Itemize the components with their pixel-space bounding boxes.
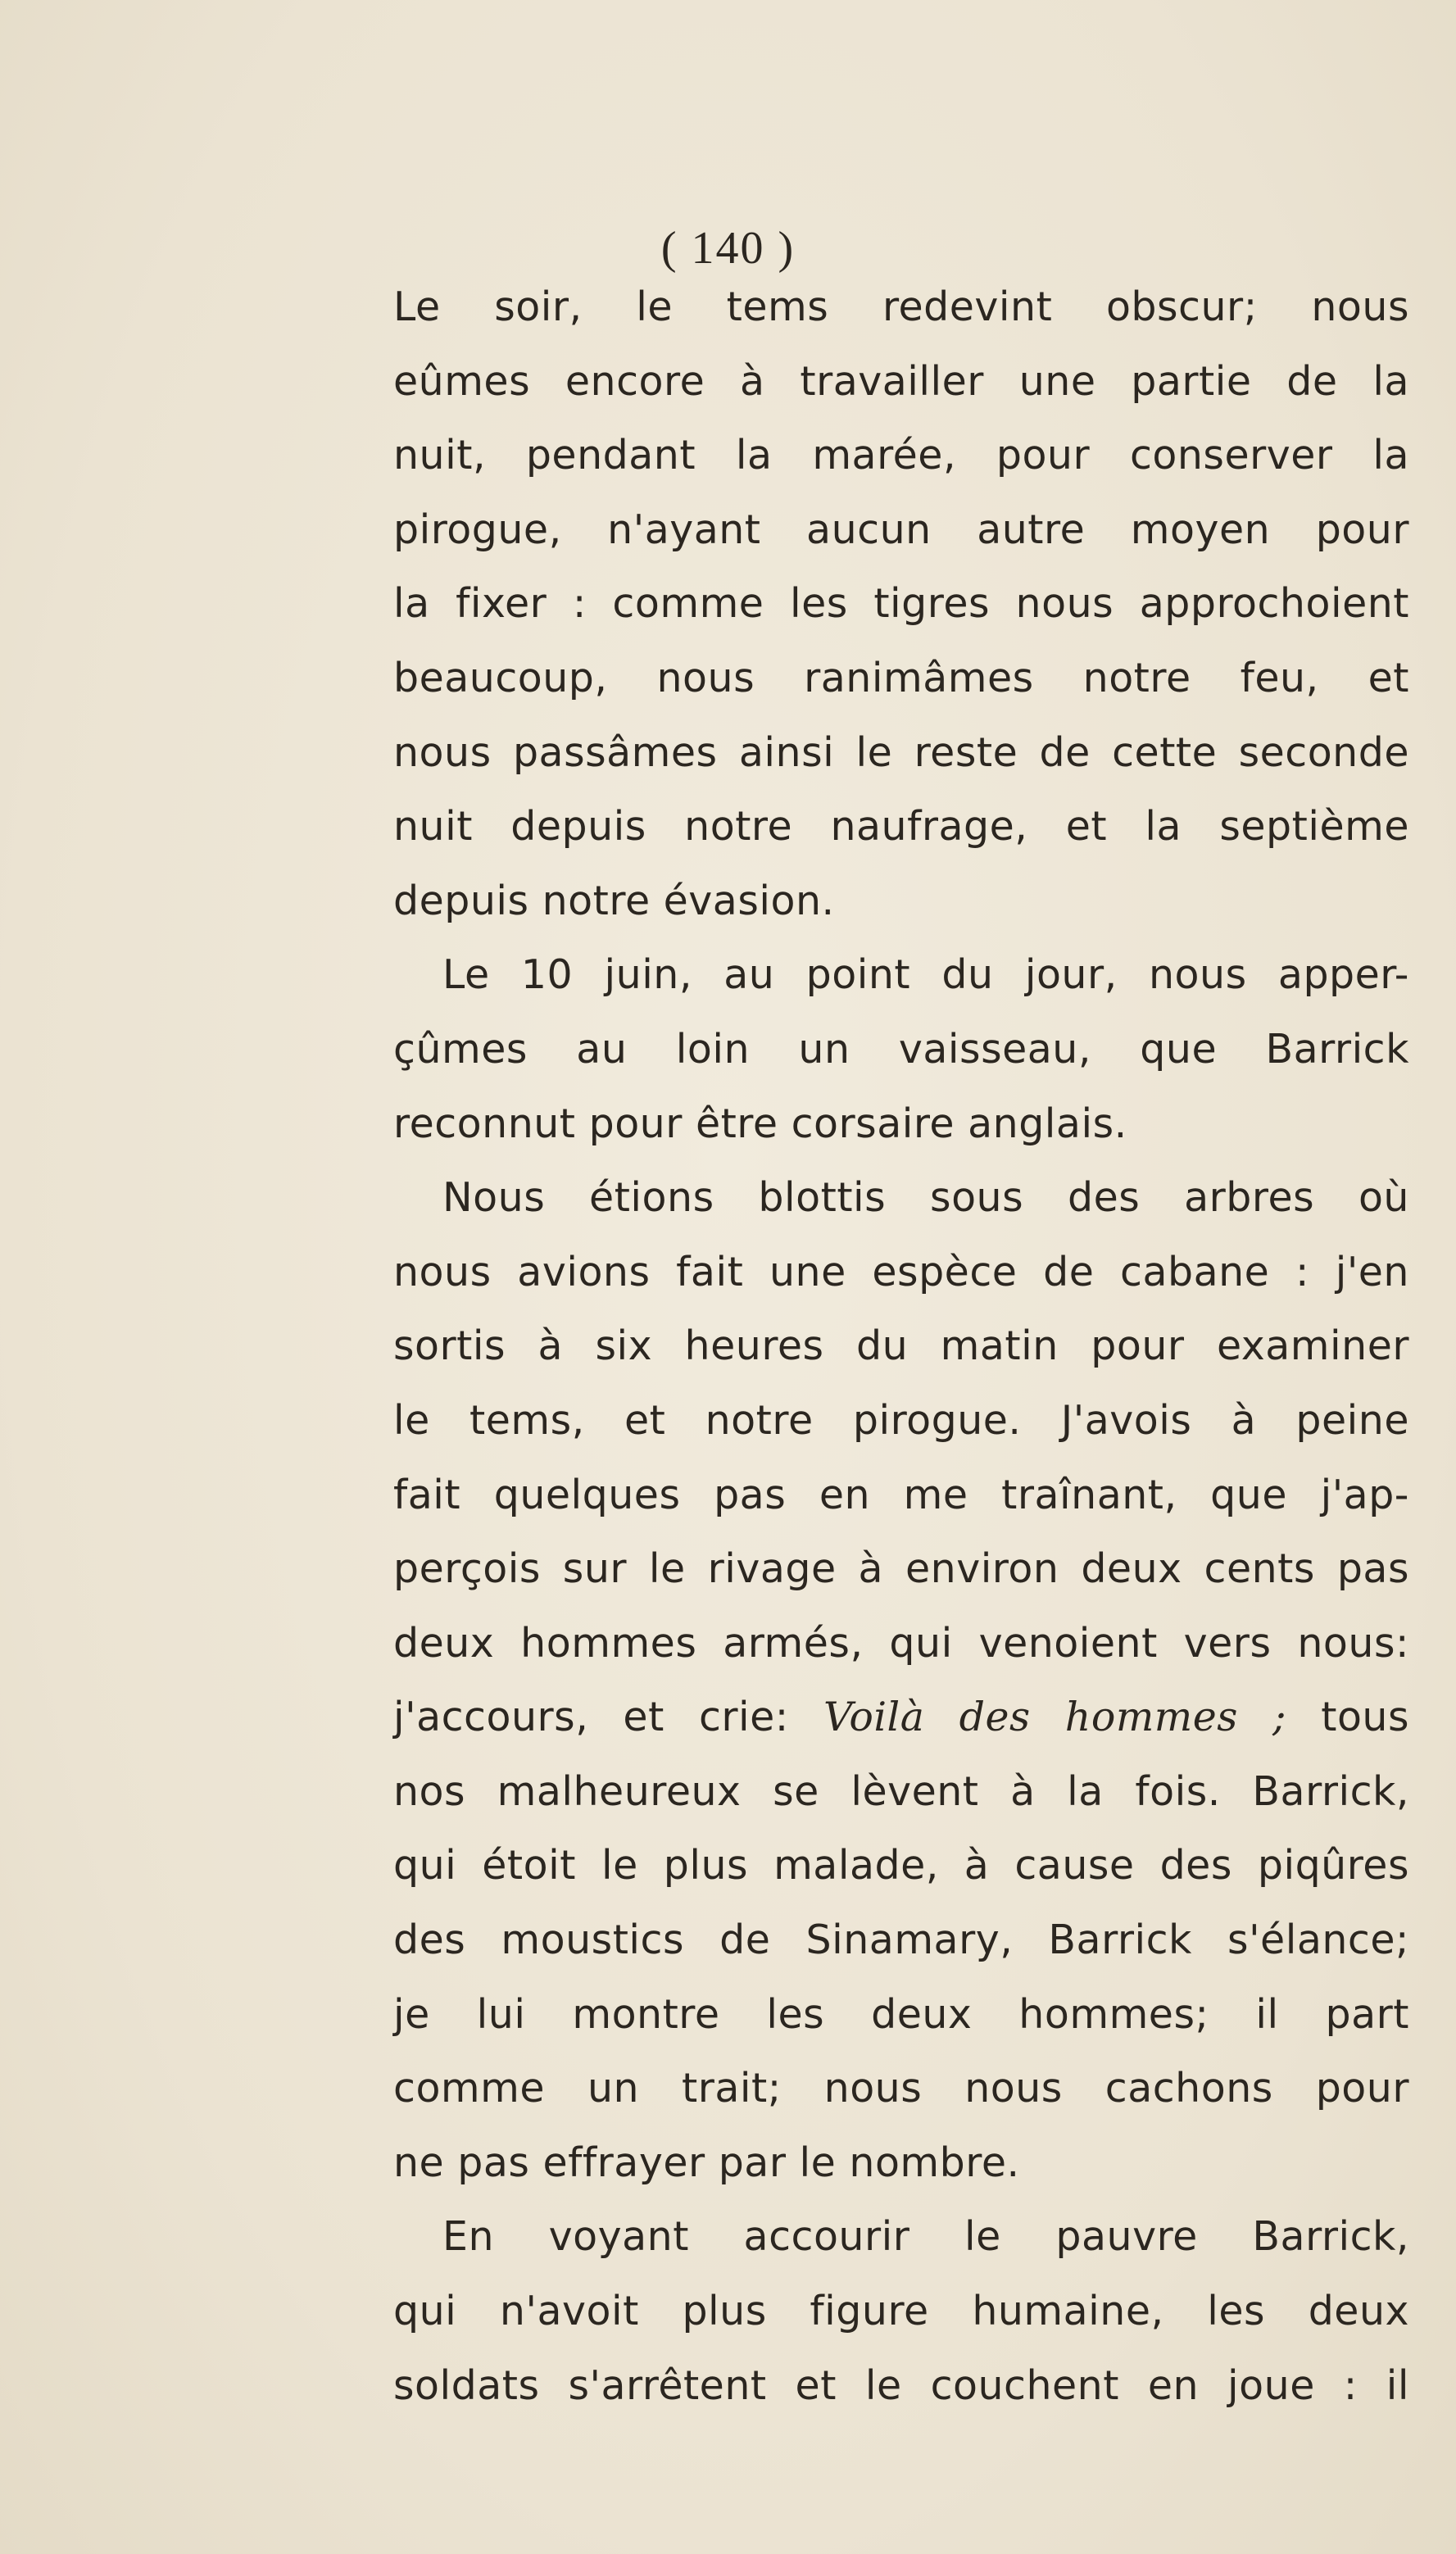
text-line: ne pas effrayer par le nombre.: [393, 2139, 1020, 2186]
text-line: soldats s'arrêtent et le couchent en joue : il: [393, 2361, 1409, 2409]
text-line: Le 10 juin, au point du jour, nous apper-: [442, 951, 1409, 999]
text-line: beaucoup, nous ranimâmes notre feu, et: [393, 654, 1409, 701]
text-line: nous avions fait une espèce de cabane : j'en: [393, 1248, 1409, 1295]
body-text: [393, 270, 1409, 2423]
text-line: çûmes au loin un vaisseau, que Barrick: [393, 1025, 1409, 1073]
text-line: depuis notre évasion.: [393, 877, 835, 924]
text-segment: Barrick,: [1252, 1767, 1409, 1815]
text-segment: j'accours, et crie:: [393, 1694, 789, 1741]
text-line: deux hommes armés, qui venoient vers nous:: [393, 1619, 1409, 1667]
text-line: la fixer : comme les tigres nous approchoient: [393, 580, 1409, 628]
text-line: [393, 1755, 1409, 1830]
italic-exclamation: Voilà des hommes ;: [823, 1694, 1287, 1741]
text-line: fait quelques pas en me traînant, que j'ap-: [393, 1471, 1409, 1518]
text-line: perçois sur le rivage à environ deux cents pas: [393, 1545, 1409, 1593]
text-line: nuit depuis notre naufrage, et la septième: [393, 803, 1409, 851]
text-line: nous passâmes ainsi le reste de cette seconde: [393, 728, 1409, 776]
text-line: je lui montre les deux hommes; il part: [393, 1990, 1409, 2038]
text-line: reconnut pour être corsaire anglais.: [393, 1100, 1127, 1147]
text-line: eûmes encore à travailler une partie de la: [393, 357, 1409, 405]
text-line: qui étoit le plus malade, à cause des piqûres: [393, 1842, 1409, 1889]
text-line: des moustics de Sinamary, Barrick s'élance;: [393, 1917, 1409, 1964]
text-line: pirogue, n'ayant aucun autre moyen pour: [393, 506, 1409, 553]
text-segment: tous: [1321, 1694, 1410, 1741]
text-segment: nos malheureux se lèvent à la fois.: [393, 1767, 1221, 1815]
text-line: nuit, pendant la marée, pour conserver la: [393, 432, 1409, 479]
text-line: comme un trait; nous nous cachons pour: [393, 2065, 1409, 2112]
text-line: le tems, et notre pirogue. J'avois à peine: [393, 1396, 1409, 1444]
text-line: Le soir, le tems redevint obscur; nous: [393, 284, 1409, 330]
text-line: Nous étions blottis sous des arbres où: [442, 1174, 1409, 1222]
text-line: En voyant accourir le pauvre Barrick,: [442, 2213, 1409, 2261]
text-line: sortis à six heures du matin pour examiner: [393, 1322, 1409, 1370]
text-line: qui n'avoit plus figure humaine, les deux: [393, 2288, 1409, 2335]
page-number: ( 140 ): [660, 223, 796, 274]
text-line-with-italic: [393, 1681, 1409, 1755]
